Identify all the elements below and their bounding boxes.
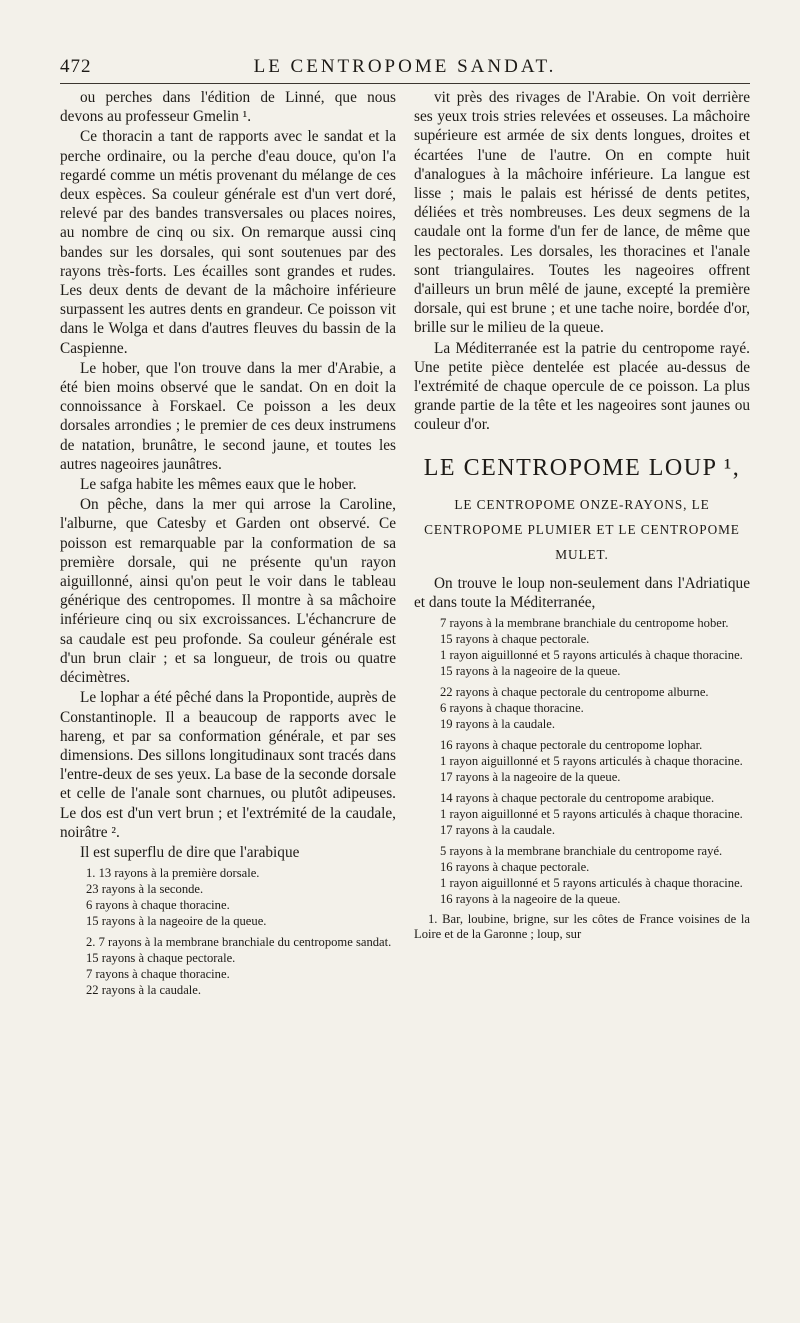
paragraph: Le lophar a été pêché dans la Propontide, auprès de Constantinople. Il a beaucoup de rapports avec le hareng, et par sa conformation générale, et par ses dimensions. Des sillons longitudinaux sont tracés dans l'entre-deux de ses yeux. La base de la seconde dorsale et celle de l'anale sont charnues, ou plutôt adipeuses. Le dos est d'un vert brun ; et l'extrémité de la caudale, noirâtre ².	[60, 689, 396, 841]
footnotes	[60, 866, 396, 998]
paragraph: vit près des rivages de l'Arabie. On voit derrière ses yeux trois stries relevées et osseuses. La mâchoire supérieure est armée de six dents longues, droites et écartées l'une de l'autre. On en compte huit d'analogues à la mâchoire inférieure. La langue est lisse ; mais le palais est hérissé de dents petites, déliées et très nombreuses. Les deux segmens de la caudale ont la forme d'un fer de lance, de même que les pectorales. Les dorsales, les thoracines et l'anale sont triangulaires. Toutes les nageoires offrent d'ailleurs un brun mêlé de jaune, excepté la première dorsale, qui est brune ; et une tache noire, bordée d'or, brille sur le milieu de la queue.	[414, 89, 750, 337]
paragraph: ou perches dans l'édition de Linné, que nous devons au professeur Gmelin ¹.	[60, 89, 396, 126]
page-number: 472	[60, 56, 92, 77]
running-head: LE CENTROPOME SANDAT.	[253, 56, 557, 77]
footnote-line: 14 rayons à chaque pectorale du centropome arabique.	[440, 791, 715, 806]
footnote-line: 6 rayons à chaque thoracine.	[440, 701, 584, 716]
paragraph: Il est superflu de dire que l'arabique	[80, 843, 300, 861]
paragraph: Le safga habite les mêmes eaux que le hober.	[80, 476, 357, 494]
footnote-line: 1 rayon aiguillonné et 5 rayons articulés à chaque thoracine.	[440, 807, 743, 822]
footnote-line: 5 rayons à la membrane branchiale du centropome rayé.	[440, 844, 723, 859]
footnote-line: 15 rayons à la nageoire de la queue.	[440, 664, 621, 679]
paragraph: Le hober, que l'on trouve dans la mer d'Arabie, a été bien moins observé que le sandat. On en doit la connoissance à Forskael. Ce poisson a les deux dorsales arrondies ; le premier de ces deux instrumens de natation, brunâtre, le second jaune, et toutes les autres nageoires jaunâtres.	[60, 359, 396, 473]
bottom-footnote: 1. Bar, loubine, brigne, sur les côtes de France voisines de la Loire et de la Garonne ; loup, sur	[414, 912, 750, 942]
footnote-line: 6 rayons à chaque thoracine.	[86, 898, 230, 913]
footnote-line: 16 rayons à la nageoire de la queue.	[440, 892, 621, 907]
footnote-line: 23 rayons à la seconde.	[86, 882, 204, 897]
footnote-line: 22 rayons à chaque pectorale du centropome alburne.	[440, 685, 709, 700]
footnote-line: 15 rayons à la nageoire de la queue.	[86, 914, 267, 929]
page-header	[60, 56, 750, 86]
footnote-line: 2. 7 rayons à la membrane branchiale du centropome sandat.	[86, 935, 392, 950]
footnote-line: 22 rayons à la caudale.	[86, 983, 202, 998]
footnote-line: 15 rayons à chaque pectorale.	[86, 951, 236, 966]
footnote-line: 1 rayon aiguillonné et 5 rayons articulés à chaque thoracine.	[440, 876, 743, 891]
section-title: LE CENTROPOME LOUP ¹,	[423, 454, 741, 481]
paragraph: La Méditerranée est la patrie du centropome rayé. Une petite pièce dentelée est placée au-dessus de l'extrémité de chaque opercule de ce poisson. La plus grande partie de la tête et les nageoires sont jaunes ou couleur d'or.	[414, 339, 750, 434]
footnote-line: 19 rayons à la caudale.	[440, 717, 556, 732]
header-rule	[60, 83, 750, 84]
footnote-line: 7 rayons à la membrane branchiale du centropome hober.	[440, 616, 729, 631]
footnote-line: 17 rayons à la caudale.	[440, 823, 556, 838]
paragraph: On pêche, dans la mer qui arrose la Caroline, l'alburne, que Catesby et Garden ont observé. Ce poisson est remarquable par la conformation de sa première dorsale, qui ne présente qu'un rayon aiguillonné, ainsi qu'on peut le voir dans le tableau générique des centropomes. Il montre à sa mâchoire inférieure cinq ou six excroissances. L'échancrure de sa caudale est peu profonde. Sa couleur générale est d'un brun clair ; et sa longueur, de trois ou quatre décimètres.	[60, 496, 396, 687]
footnote-line: 16 rayons à chaque pectorale.	[440, 860, 590, 875]
footnote-line: 16 rayons à chaque pectorale du centropome lophar.	[440, 738, 703, 753]
section-subtitle: LE CENTROPOME ONZE-RAYONS, LE CENTROPOME PLUMIER ET LE CENTROPOME MULET.	[424, 496, 740, 562]
footnote-line: 15 rayons à chaque pectorale.	[440, 632, 590, 647]
paragraph: Ce thoracin a tant de rapports avec le sandat et la perche ordinaire, ou la perche d'eau douce, qu'on l'a regardé comme un métis provenant du mélange de ces deux espèces. Sa couleur générale est d'un vert doré, relevé par des bandes transversales ou places noires, au nombre de cinq ou six. On remarque aussi cinq bandes sur les dorsales, qui sont soutenues par des rayons très-forts. Les écailles sont grandes et rudes. Les deux dents de devant de la mâchoire inférieure surpassent les autres dents en grandeur. Ce poisson vit dans le Wolga et dans d'autres fleuves du bassin de la Caspienne.	[60, 128, 396, 357]
footnote-line: 17 rayons à la nageoire de la queue.	[440, 770, 621, 785]
footnote-line: 1 rayon aiguillonné et 5 rayons articulés à chaque thoracine.	[440, 648, 743, 663]
footnote-line: 1 rayon aiguillonné et 5 rayons articulés à chaque thoracine.	[440, 754, 743, 769]
footnote-line: 7 rayons à chaque thoracine.	[86, 967, 230, 982]
paragraph: On trouve le loup non-seulement dans l'Adriatique et dans toute la Méditerranée,	[414, 574, 750, 611]
left-column	[60, 88, 396, 999]
footnotes	[414, 616, 750, 907]
footnote-line: 1. 13 rayons à la première dorsale.	[86, 866, 260, 881]
right-column	[414, 88, 750, 942]
